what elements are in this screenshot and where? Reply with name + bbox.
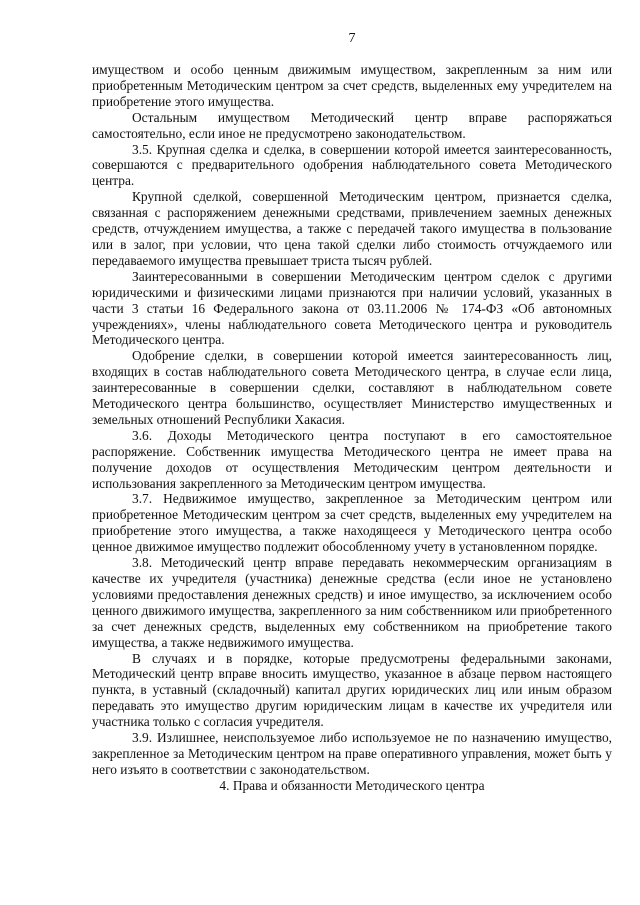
paragraph: Остальным имуществом Методический центр вправе распоряжаться самостоятельно, если иное не предусмотрено законодательством. <box>92 109 612 141</box>
paragraph-clause-3-7: 3.7. Недвижимое имущество, закрепленное за Методическим центром или приобретенное Методическим центром за счет средств, выделенных ему учредителем на приобретение этого имущества, а также находящееся у Методического центра особо ценное движимое имущество подлежит обособленному учету в установленном порядке. <box>92 491 612 555</box>
paragraph: Одобрение сделки, в совершении которой имеется заинтересованность лиц, входящих в состав наблюдательного совета Методического центра, в случае если лица, заинтересованные в совершении сделки, составляют в наблюдательном совете Методического центра большинство, осуществляет Министерство имущественных и земельных отношений Республики Хакасия. <box>92 348 612 427</box>
paragraph: В случаях и в порядке, которые предусмотрены федеральными законами, Методический центр вправе вносить имущество, указанное в абзаце первом настоящего пункта, в уставный (складочный) капитал других юридических лиц или иным образом передавать это имущество другим юридическим лицам в качестве их учредителя или участника только с согласия учредителя. <box>92 650 612 730</box>
paragraph-clause-3-8: 3.8. Методический центр вправе передавать некоммерческим организациям в качестве их учредителя (участника) денежные средства (если иное не установлено условиями предоставления денежных средств) и иное имущество, за исключением особо ценного движимого имущества, закрепленного за ним собственником или приобретенного за счет денежных средств, выделенных ему собственником на приобретение такого имущества, а также недвижимого имущества. <box>92 555 612 650</box>
paragraph-clause-3-5: 3.5. Крупная сделка и сделка, в совершении которой имеется заинтересованность, совершаются с предварительного одобрения наблюдательного совета Методического центра. <box>92 141 612 189</box>
paragraph-clause-3-6: 3.6. Доходы Методического центра поступают в его самостоятельное распоряжение. Собственник имущества Методического центра не имеет права на получение доходов от осуществления Методическим центром деятельности и использования закрепленного за Методическим центром имущества. <box>92 427 612 491</box>
paragraph: Заинтересованными в совершении Методическим центром сделок с другими юридическими и физическими лицами признаются при наличии условий, указанных в части 3 статьи 16 Федерального закона от 03.11.2006 № 174-ФЗ «Об автономных учреждениях», члены наблюдательного совета Методического центра и руководитель Методического центра. <box>92 268 612 348</box>
document-page <box>92 30 612 794</box>
paragraph-clause-3-9: 3.9. Излишнее, неиспользуемое либо используемое не по назначению имущество, закрепленное за Методическим центром на праве оперативного управления, может быть у него изъято в соответствии с законодательством. <box>92 730 612 777</box>
paragraph: Крупной сделкой, совершенной Методическим центром, признается сделка, связанная с распоряжением денежными средствами, привлечением заемных денежных средств, отчуждением имущества, а также с передачей такого имущества в пользование или в залог, при условии, что цена такой сделки либо стоимость отчуждаемого или передаваемого имущества превышает триста тысяч рублей. <box>92 189 612 268</box>
paragraph: имуществом и особо ценным движимым имуществом, закрепленным за ним или приобретенным Методическим центром за счет средств, выделенных ему учредителем на приобретение этого имущества. <box>92 62 612 109</box>
page-number: 7 <box>348 31 356 46</box>
section-heading: 4. Права и обязанности Методического центра <box>219 777 485 793</box>
